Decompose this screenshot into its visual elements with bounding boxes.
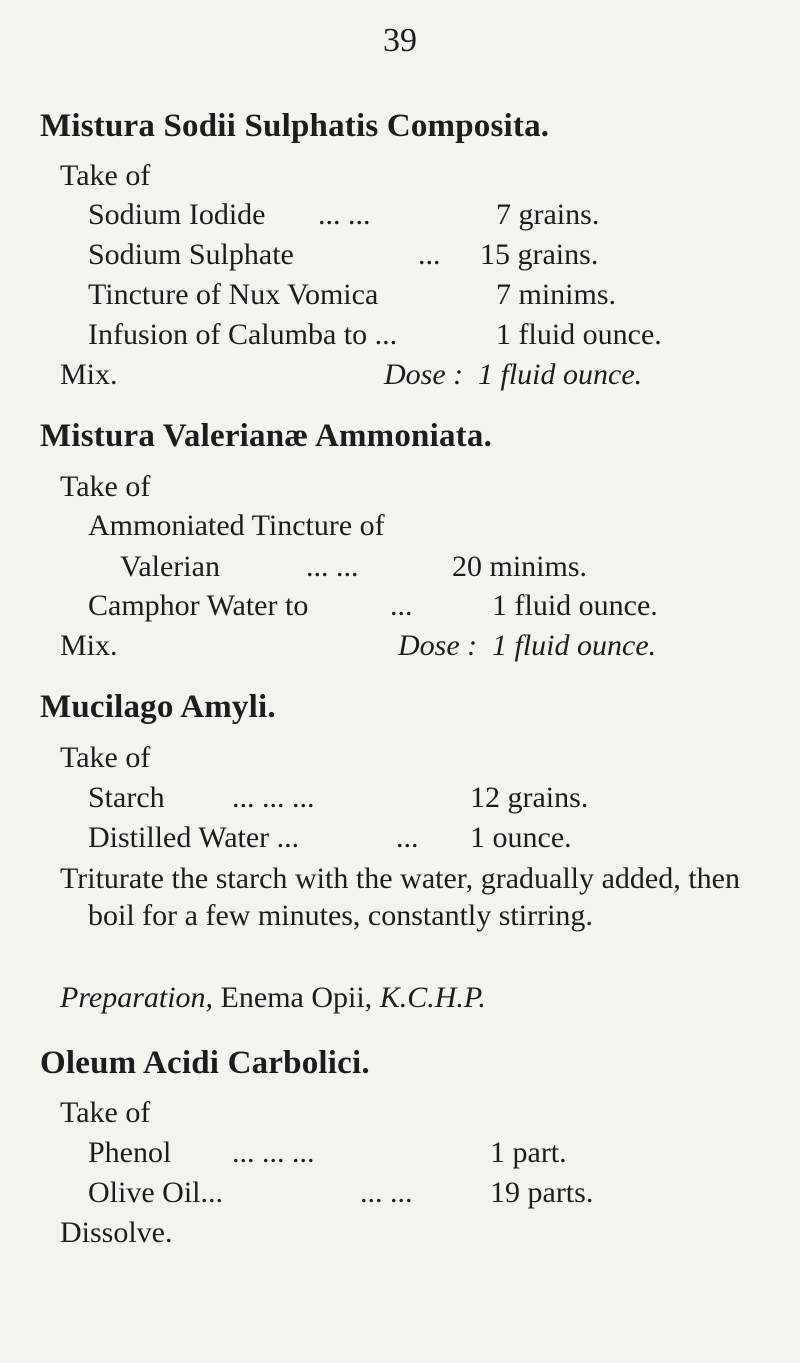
take-of-label: Take of <box>60 1096 151 1129</box>
ingredient-amount: 1 fluid ounce. <box>492 589 658 622</box>
ingredient-name: Distilled Water ... <box>88 821 300 854</box>
mix-label: Mix. <box>60 358 118 391</box>
ingredient-dots: ... <box>396 821 419 854</box>
ingredient-name: Tincture of Nux Vomica <box>88 278 379 311</box>
recipe-title: Mucilago Amyli. <box>40 689 276 725</box>
preparation-label: Preparation, <box>60 981 214 1014</box>
ingredient-name: Starch <box>88 781 165 814</box>
ingredient-dots: ... ... <box>318 198 371 231</box>
ingredient-dots: ... <box>390 589 413 622</box>
dose-label: Dose : <box>398 629 478 662</box>
instructions-body: Triturate the starch with the water, gradually added, then boil for a few minutes, constantly stirring. <box>60 862 740 932</box>
recipe-title: Mistura Valerianæ Ammoniata. <box>40 418 493 454</box>
ingredient-dots: ... ... ... <box>232 781 315 814</box>
ingredient-amount: 1 part. <box>490 1136 567 1169</box>
take-of-label: Take of <box>60 470 151 503</box>
dose-value: 1 fluid ounce. <box>492 629 657 662</box>
ingredient-dots: ... ... <box>360 1176 413 1209</box>
ingredient-amount: 1 fluid ounce. <box>496 318 662 351</box>
take-of-label: Take of <box>60 159 151 192</box>
dose-label: Dose : <box>384 358 464 391</box>
recipe-title: Oleum Acidi Carbolici. <box>40 1045 370 1081</box>
ingredient-dots: ... <box>418 238 441 271</box>
ingredient-amount: 7 minims. <box>496 278 617 311</box>
mix-label: Mix. <box>60 629 118 662</box>
ingredient-name: Olive Oil... <box>88 1176 223 1209</box>
ingredient-dots: ... ... ... <box>232 1136 315 1169</box>
ingredient-amount: 20 minims. <box>452 550 588 583</box>
ingredient-name: Camphor Water to <box>88 589 309 622</box>
ingredient-amount: 15 grains. <box>480 238 599 271</box>
preparation-line <box>60 980 486 1016</box>
ingredient-name: Phenol <box>88 1136 172 1169</box>
ingredient-name: Infusion of Calumba to ... <box>88 318 398 351</box>
dose-value: 1 fluid ounce. <box>478 358 643 391</box>
preparation-source: K.C.H.P. <box>379 981 486 1014</box>
take-of-label: Take of <box>60 741 151 774</box>
ingredient-amount: 12 grains. <box>470 781 589 814</box>
ingredient-dots: ... ... <box>306 550 359 583</box>
ingredient-name: Ammoniated Tincture of <box>88 509 385 542</box>
ingredient-name: Valerian <box>120 550 220 583</box>
ingredient-name: Sodium Iodide <box>88 198 266 231</box>
page-number: 39 <box>383 22 417 59</box>
dissolve-label: Dissolve. <box>60 1216 173 1249</box>
instructions-text <box>60 860 740 934</box>
recipe-title: Mistura Sodii Sulphatis Composita. <box>40 108 550 144</box>
ingredient-amount: 1 ounce. <box>470 821 572 854</box>
ingredient-amount: 19 parts. <box>490 1176 594 1209</box>
preparation-text: Enema Opii, <box>220 981 373 1014</box>
ingredient-name: Sodium Sulphate <box>88 238 294 271</box>
ingredient-amount: 7 grains. <box>496 198 600 231</box>
